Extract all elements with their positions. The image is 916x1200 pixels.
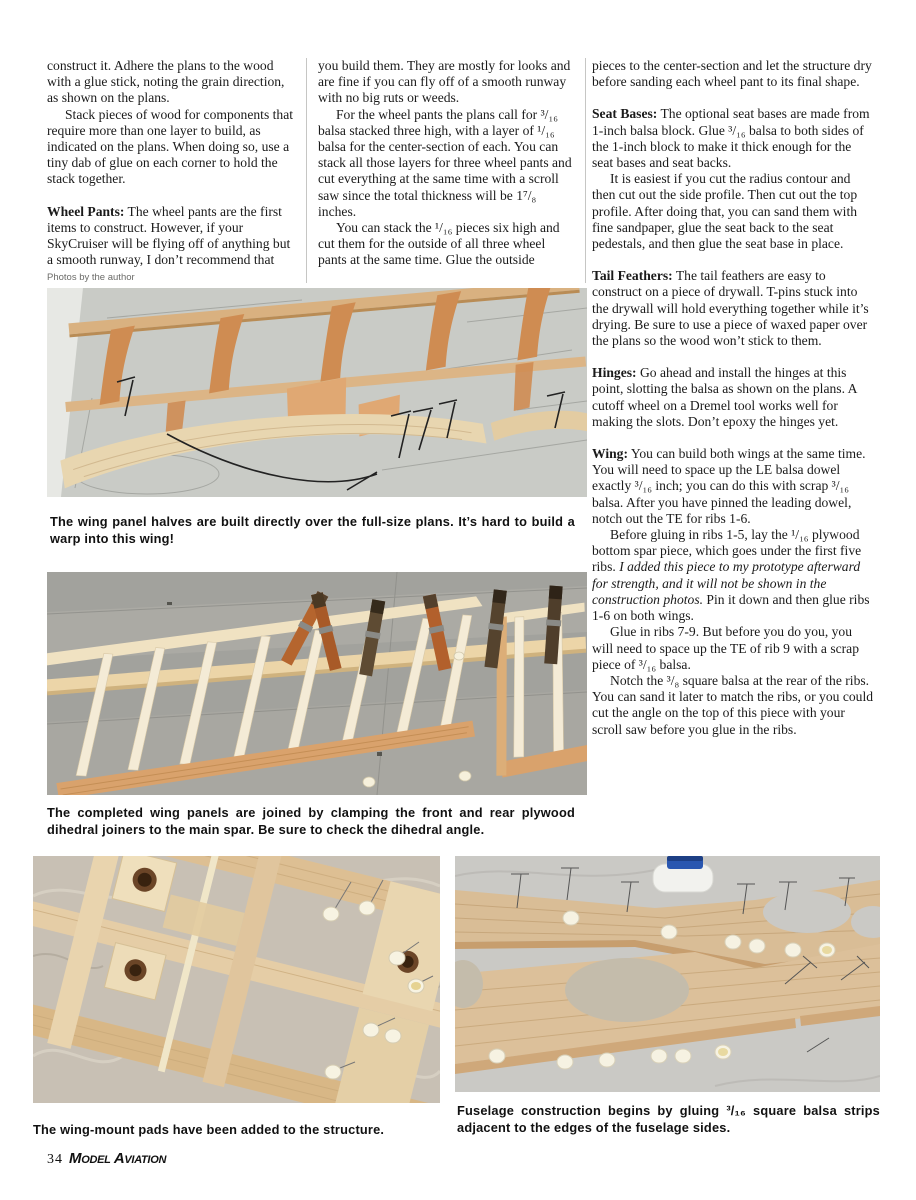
photo-wing-panels-on-plans <box>47 288 587 497</box>
caption-wing-mount: The wing-mount pads have been added to the structure. <box>33 1122 385 1137</box>
text-column-1 <box>47 58 299 268</box>
paragraph: construct it. Adhere the plans to the wood with a glue stick, noting the grain direction, as shown on the plans. <box>47 58 285 106</box>
section-lead: Tail Feathers: <box>592 268 673 284</box>
paragraph: Stack pieces of wood for components that require more than one layer to build, as indicated on the plans. When doing so, use a tiny dab of glue on each corner to hold the stack together. <box>47 106 294 187</box>
section-text: Before gluing in ribs 1-5, lay the ¹/₁₆ plywood bottom spar piece, which goes under the first five ribs. <box>592 527 862 575</box>
section-text: The tail feathers are easy to construct on a piece of drywall. T-pins stuck into the drywall will hold everything together while it’s drying. Be sure to use a piece of waxed paper over the plans so the wood won’t stick to them. <box>592 268 869 349</box>
magazine-title: Model Aviation <box>69 1150 167 1167</box>
caption-dihedral: The completed wing panels are joined by clamping the front and rear plywood dihedral joiners to the main spar. Be sure to check the dihedral angle. <box>47 805 575 837</box>
paragraph: pieces to the center-section and let the structure dry before sanding each wheel pant to its final shape. <box>592 58 872 90</box>
column-rule <box>585 58 586 283</box>
fuselage-sides-illustration <box>455 856 880 1092</box>
paragraph-seat-bases <box>592 106 874 171</box>
paragraph-tail-feathers <box>592 268 874 349</box>
section-text: The optional seat bases are made from 1-inch balsa block. Glue ³/₁₆ balsa to both sides of the 1-inch block to make it thick enough for the seat bases and seat backs. <box>592 106 870 171</box>
section-lead: Hinges: <box>592 365 637 381</box>
page-footer <box>47 1150 166 1168</box>
italic-note: I added this piece to my prototype afterward for strength, and it will not be shown in the construction photos. <box>592 559 861 607</box>
paragraph-hinges <box>592 365 874 430</box>
column-rule <box>306 58 307 283</box>
photo-fuselage-sides <box>455 856 880 1092</box>
text-column-3 <box>592 58 874 738</box>
section-text: Go ahead and install the hinges at this point, slotting the balsa as shown on the plans. A cutoff wheel on a Dremel tool works well for making the slots. Don’t epoxy the hinges yet. <box>592 365 857 429</box>
wing-on-plans-illustration <box>47 288 587 497</box>
paragraph <box>592 527 874 624</box>
section-lead: Wing: <box>592 446 629 462</box>
wing-mount-illustration <box>33 856 440 1103</box>
section-lead: Seat Bases: <box>592 106 658 122</box>
paragraph: you build them. They are mostly for looks and are fine if you can fly off of a smooth runway with no big ruts or weeds. <box>318 58 571 106</box>
paragraph: For the wheel pants the plans call for ³/₁₆ balsa stacked three high, with a layer of ¹/₁₆ balsa for the center-section of each. You can stack all those layers for three wheel pants and cut everything at the same time with a scroll saw since the total thickness will be 1⁷/₈ inches. <box>318 106 572 219</box>
caption-wing-panels: The wing panel halves are built directly over the full-size plans. It’s hard to build a warp into this wing! <box>50 514 575 546</box>
paragraph: Glue in ribs 7-9. But before you do you, you will need to space up the TE of rib 9 with a scrap piece of ³/₁₆ balsa. <box>592 624 860 672</box>
photo-wing-mount-pads <box>33 856 440 1103</box>
photo-credit: Photos by the author <box>47 272 135 283</box>
page-number: 34 <box>47 1152 63 1167</box>
paragraph: Notch the ³/₈ square balsa at the rear of the ribs. You can sand it later to match the ribs, or you could cut the angle on the top of this piece with your scroll saw before you glue in the ribs. <box>592 672 874 737</box>
paragraph: It is easiest if you cut the radius contour and then cut out the side profile. Then cut out the top profile. After doing that, you can sand them with fine sandpaper, glue the seat back to the seat pedestals, and then glue the seat base in place. <box>592 171 858 252</box>
section-text: Pin it down and then glue ribs 1-6 on both wings. <box>592 591 870 624</box>
section-text: The wheel pants are the first items to construct. However, if your SkyCruiser will be flying off of anything but a smooth runway, I don’t recommend that <box>47 203 291 268</box>
caption-fuselage: Fuselage construction begins by gluing ³/₁₆ square balsa strips adjacent to the edges of the fuselage sides. <box>457 1103 880 1135</box>
paragraph-wing <box>592 446 874 527</box>
paragraph-wheel-pants <box>47 204 299 269</box>
section-lead: Wheel Pants: <box>47 203 125 219</box>
photo-dihedral-joining <box>47 572 587 795</box>
paragraph: You can stack the ¹/₁₆ pieces six high and cut them for the outside of all three wheel pants at the same time. Glue the outside <box>318 220 560 268</box>
dihedral-joining-illustration <box>47 572 587 795</box>
text-column-2 <box>318 58 574 269</box>
section-text: You can build both wings at the same time. You will need to space up the LE balsa dowel exactly ³/₁₆ inch; you can do this with scrap ³/₁₆ balsa. After you have pinned the leading dowel, notch out the TE for ribs 1-6. <box>592 446 866 526</box>
